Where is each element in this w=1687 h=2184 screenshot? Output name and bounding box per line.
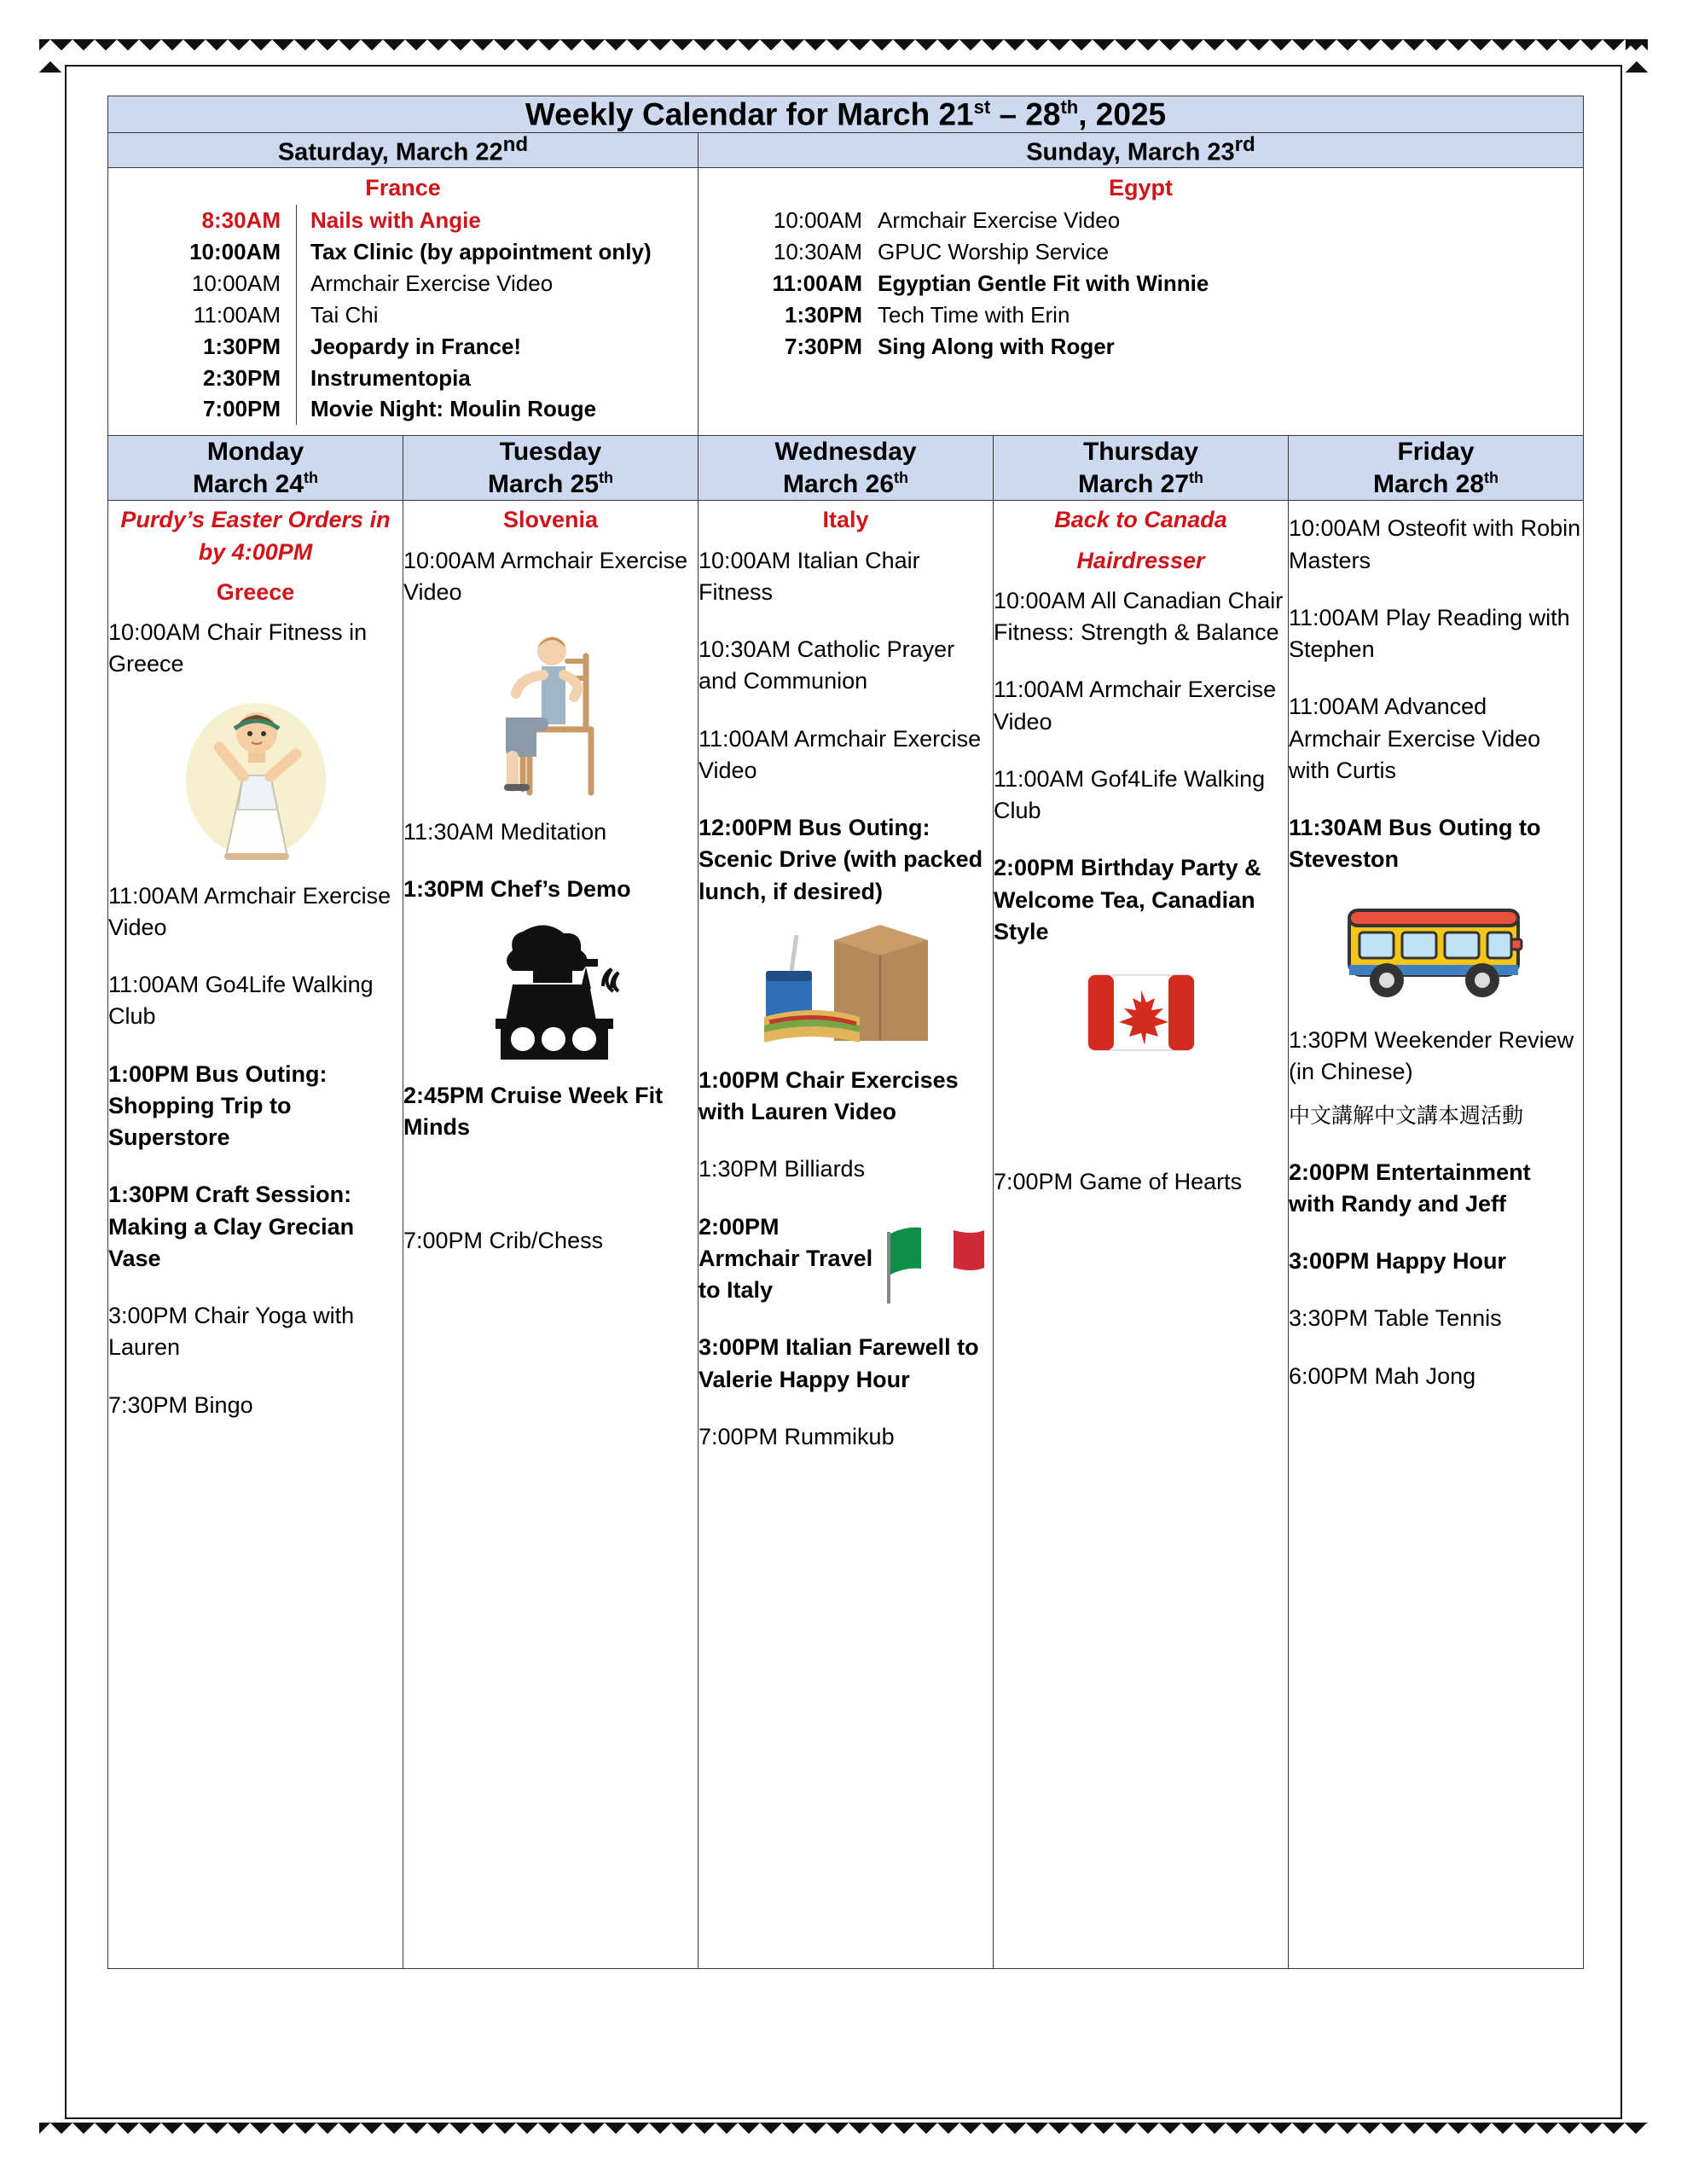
title-row	[108, 96, 1584, 133]
event-label: 10:00AM Armchair Exercise Video	[403, 547, 688, 605]
event-time: 2:30PM	[202, 364, 281, 391]
event-label: 11:00AM Armchair Exercise Video	[699, 725, 982, 783]
schedule-row	[117, 299, 689, 331]
event-label: 2:00PM Armchair Travel to Italy	[699, 1213, 873, 1304]
event-label: Armchair Exercise Video	[878, 206, 1121, 233]
event-label: 11:30AM Meditation	[403, 819, 607, 845]
event-label: 11:30AM Bus Outing to Steveston	[1289, 815, 1541, 873]
weekday-date: March 27	[1077, 469, 1190, 498]
chef-cooking-demo-icon	[403, 920, 698, 1065]
weekday-date: March 28	[1372, 469, 1485, 498]
weekday-name: Thursday	[1082, 438, 1199, 467]
event-label: 11:00AM Advanced Armchair Exercise Video with Curtis	[1289, 694, 1541, 783]
weekday-header-monday	[108, 436, 403, 501]
wednesday-cell	[699, 501, 994, 1969]
weekday-name: Monday	[206, 438, 304, 467]
schedule-row	[707, 331, 1574, 363]
italian-flag-icon	[882, 1215, 993, 1317]
event-label: 10:30AM Catholic Prayer and Communion	[699, 636, 955, 694]
event-label: Armchair Exercise Video	[296, 268, 689, 299]
schedule-row	[707, 268, 1574, 299]
weekday-header-tuesday	[403, 436, 699, 501]
title-sup-21st: st	[973, 96, 991, 118]
weekly-calendar-table	[107, 96, 1584, 1969]
event-time: 7:30PM	[784, 333, 862, 359]
schedule-row	[117, 268, 689, 299]
tuesday-cell	[403, 501, 699, 1969]
event-label: Instrumentopia	[296, 363, 689, 394]
event-label: 2:00PM Entertainment with Randy and Jeff	[1289, 1159, 1531, 1217]
saturday-header-sup: nd	[502, 133, 529, 157]
saturday-header-label: Saturday, March 22	[277, 138, 503, 166]
event-label: 6:00PM Mah Jong	[1289, 1362, 1476, 1389]
event-time: 8:30AM	[201, 206, 281, 233]
schedule-row	[117, 236, 689, 268]
event-time: 10:00AM	[189, 238, 281, 264]
event-label: Movie Night: Moulin Rouge	[296, 393, 689, 425]
event-time: 11:00AM	[772, 270, 862, 296]
weekday-date: March 24	[192, 469, 304, 498]
sunday-schedule	[699, 168, 1583, 373]
event-label: 10:00AM Chair Fitness in Greece	[108, 619, 368, 677]
weekday-header-friday	[1289, 436, 1584, 501]
monday-cell	[108, 501, 403, 1969]
event-label: 11:00AM Gof4Life Walking Club	[994, 765, 1266, 824]
event-label: Tai Chi	[296, 299, 689, 331]
schedule-row	[707, 205, 1574, 236]
saturday-schedule	[108, 168, 698, 435]
packed-lunch-icon	[699, 921, 993, 1049]
schedule-row	[707, 299, 1574, 331]
wednesday-country-label: Italy	[822, 507, 869, 533]
thursday-cell	[994, 501, 1289, 1969]
event-time: 1:30PM	[202, 333, 281, 359]
event-label: 11:00AM Armchair Exercise Video	[108, 882, 391, 940]
event-label: Jeopardy in France!	[296, 331, 689, 363]
event-label: Egyptian Gentle Fit with Winnie	[878, 270, 1209, 296]
weekday-date-sup: th	[1189, 468, 1204, 486]
zigzag-bottom	[39, 2123, 1648, 2145]
event-label-chinese: 中文講解中文講本週活動	[1289, 1104, 1524, 1129]
weekday-body-row	[108, 501, 1584, 1969]
schedule-row	[707, 236, 1574, 268]
weekday-name: Wednesday	[774, 438, 917, 467]
weekday-header-wednesday	[699, 436, 994, 501]
event-label: GPUC Worship Service	[878, 238, 1110, 264]
weekday-date-sup: th	[304, 468, 319, 486]
zigzag-right	[1626, 39, 1648, 2145]
weekday-header-thursday	[994, 436, 1289, 501]
page-title	[108, 96, 1584, 133]
event-label: 1:00PM Bus Outing: Shopping Trip to Superstore	[108, 1060, 328, 1151]
sunday-schedule-cell	[699, 167, 1584, 435]
schedule-row	[117, 205, 689, 236]
weekday-date-sup: th	[599, 468, 614, 486]
zigzag-left	[39, 39, 61, 2145]
schedule-row	[117, 363, 689, 394]
weekday-date-sup: th	[894, 468, 909, 486]
event-time: 10:30AM	[773, 238, 862, 264]
seated-chair-exercise-icon	[403, 622, 698, 801]
weekday-name: Friday	[1397, 438, 1475, 467]
weekday-date: March 25	[487, 469, 600, 498]
event-label: 1:30PM Chef’s Demo	[403, 876, 631, 903]
event-label: 3:00PM Happy Hour	[1289, 1248, 1507, 1275]
weekday-date-sup: th	[1484, 468, 1499, 486]
event-label: 7:00PM Crib/Chess	[403, 1228, 604, 1254]
event-label: 1:30PM Weekender Review (in Chinese)	[1289, 1026, 1574, 1084]
event-label: 3:30PM Table Tennis	[1289, 1305, 1502, 1332]
sunday-header	[699, 133, 1584, 168]
schedule-row	[117, 331, 689, 363]
event-label: Sing Along with Roger	[878, 333, 1115, 359]
thursday-country-label: Back to Canada	[1054, 507, 1227, 533]
event-label: 3:00PM Chair Yoga with Lauren	[108, 1303, 355, 1361]
event-label: 2:00PM Birthday Party & Welcome Tea, Canadian Style	[994, 855, 1261, 944]
monday-notice: Purdy’s Easter Orders in by 4:00PM	[120, 507, 391, 565]
event-time: 1:30PM	[784, 301, 862, 328]
greek-goddess-icon	[108, 694, 403, 865]
event-label: 10:00AM Italian Chair Fitness	[699, 547, 920, 605]
friday-cell	[1289, 501, 1584, 1969]
saturday-country-label: France	[365, 174, 441, 200]
event-label: 12:00PM Bus Outing: Scenic Drive (with packed lunch, if desired)	[699, 815, 983, 904]
event-label: 3:00PM Italian Farewell to Valerie Happy Hour	[699, 1334, 979, 1392]
weekend-header-row	[108, 133, 1584, 168]
event-label: 11:00AM Go4Life Walking Club	[108, 972, 374, 1030]
sunday-country-label: Egypt	[1108, 174, 1173, 200]
event-label: 1:00PM Chair Exercises with Lauren Video	[699, 1066, 959, 1125]
schedule-row	[117, 393, 689, 425]
weekday-date: March 26	[782, 469, 895, 498]
event-time: 10:00AM	[773, 206, 862, 233]
event-label: 11:00AM Armchair Exercise Video	[994, 677, 1277, 735]
zigzag-top	[39, 39, 1648, 61]
weekday-header-row	[108, 436, 1584, 501]
event-label: 10:00AM Osteofit with Robin Masters	[1289, 515, 1581, 573]
weekend-body-row	[108, 167, 1584, 435]
school-bus-icon	[1289, 890, 1583, 1009]
thursday-hairdresser-notice: Hairdresser	[1076, 547, 1205, 573]
event-time: 7:00PM	[202, 396, 281, 422]
event-label: 1:30PM Billiards	[699, 1156, 866, 1182]
sunday-header-sup: rd	[1234, 133, 1255, 157]
saturday-schedule-cell	[108, 167, 699, 435]
title-sup-28th: th	[1060, 96, 1079, 118]
title-text-mid: – 28	[990, 96, 1061, 132]
event-label: Nails with Angie	[296, 205, 689, 236]
title-text-main: Weekly Calendar for March 21	[525, 96, 974, 132]
event-label: 2:45PM Cruise Week Fit Minds	[403, 1082, 664, 1140]
monday-country-label: Greece	[216, 578, 295, 605]
event-label: 11:00AM Play Reading with Stephen	[1289, 604, 1570, 663]
saturday-header	[108, 133, 699, 168]
event-time: 10:00AM	[191, 270, 281, 296]
tuesday-country-label: Slovenia	[502, 507, 599, 533]
event-label: Tech Time with Erin	[878, 301, 1070, 328]
event-label: 7:00PM Rummikub	[699, 1423, 895, 1449]
event-label: Tax Clinic (by appointment only)	[296, 236, 689, 268]
title-text-end: , 2025	[1078, 96, 1167, 132]
event-label: 10:00AM All Canadian Chair Fitness: Strength & Balance	[994, 587, 1284, 646]
canadian-flag-icon	[994, 961, 1288, 1064]
sunday-header-label: Sunday, March 23	[1026, 138, 1235, 166]
event-label: 7:30PM Bingo	[108, 1391, 253, 1418]
weekday-name: Tuesday	[499, 438, 602, 467]
event-label: 7:00PM Game of Hearts	[994, 1169, 1243, 1195]
event-time: 11:00AM	[193, 301, 281, 328]
event-label: 1:30PM Craft Session: Making a Clay Grecian Vase	[108, 1182, 355, 1271]
